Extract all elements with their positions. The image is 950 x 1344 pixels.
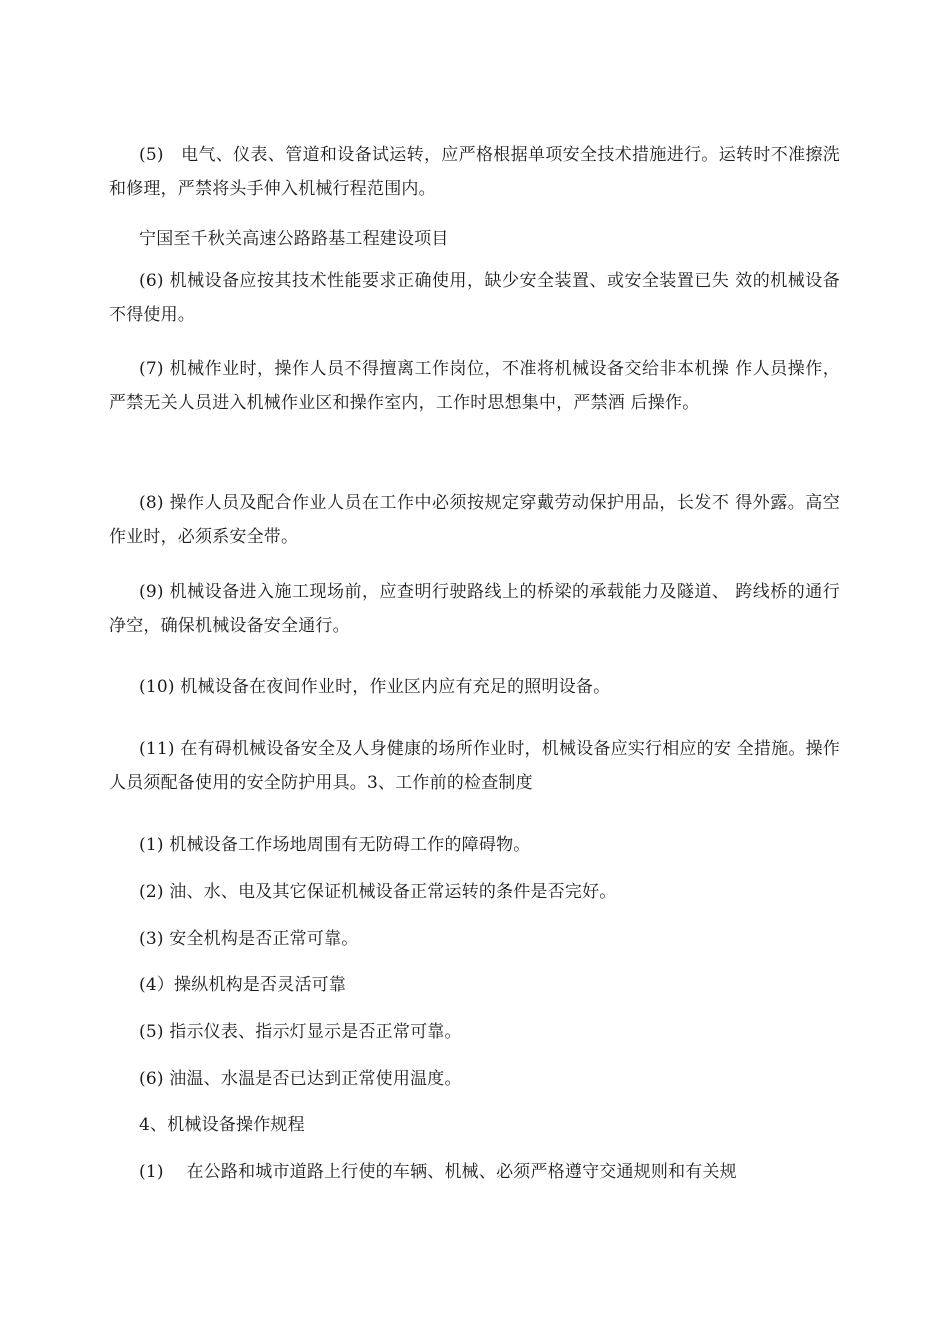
paragraph-item-8: (8) 操作人员及配合作业人员在工作中必须按规定穿戴劳动保护用品，长发不 得外露。高空作业时，必须系安全带。 bbox=[109, 493, 840, 547]
check-item-6: (6) 油温、水温是否已达到正常使用温度。 bbox=[139, 1069, 462, 1089]
operation-item-1: (1) 在公路和城市道路上行使的车辆、机械、必须严格遵守交通规则和有关规 bbox=[139, 1162, 737, 1182]
check-item-4: (4）操纵机构是否灵活可靠 bbox=[139, 975, 347, 995]
paragraph-item-11: (11) 在有碍机械设备安全及人身健康的场所作业时，机械设备应实行相应的安 全措施。操作人员须配备使用的安全防护用具。3、工作前的检查制度 bbox=[109, 739, 840, 793]
paragraph-item-6: (6) 机械设备应按其技术性能要求正确使用，缺少安全装置、或安全装置已失 效的机械设备不得使用。 bbox=[109, 271, 840, 325]
paragraph-item-10: (10) 机械设备在夜间作业时，作业区内应有充足的照明设备。 bbox=[139, 677, 611, 697]
paragraph-item-9: (9) 机械设备进入施工现场前，应查明行驶路线上的桥梁的承载能力及隧道、 跨线桥的通行净空，确保机械设备安全通行。 bbox=[109, 582, 840, 636]
check-item-5: (5) 指示仪表、指示灯显示是否正常可靠。 bbox=[139, 1022, 462, 1042]
check-item-1: (1) 机械设备工作场地周围有无防碍工作的障碍物。 bbox=[139, 835, 531, 855]
paragraph-item-5-test-run: (5) 电气、仪表、管道和设备试运转，应严格根据单项安全技术措施进行。运转时不准擦洗和修理，严禁将头手伸入机械行程范围内。 bbox=[109, 145, 840, 199]
check-item-3: (3) 安全机构是否正常可靠。 bbox=[139, 929, 359, 949]
project-header: 宁国至千秋关高速公路路基工程建设项目 bbox=[139, 229, 449, 249]
paragraph-item-7: (7) 机械作业时，操作人员不得擅离工作岗位，不准将机械设备交给非本机操 作人员操作，严禁无关人员进入机械作业区和操作室内，工作时思想集中，严禁酒 后操作。 bbox=[109, 359, 840, 413]
check-item-2: (2) 油、水、电及其它保证机械设备正常运转的条件是否完好。 bbox=[139, 882, 617, 902]
section-heading-4: 4、机械设备操作规程 bbox=[139, 1115, 305, 1135]
